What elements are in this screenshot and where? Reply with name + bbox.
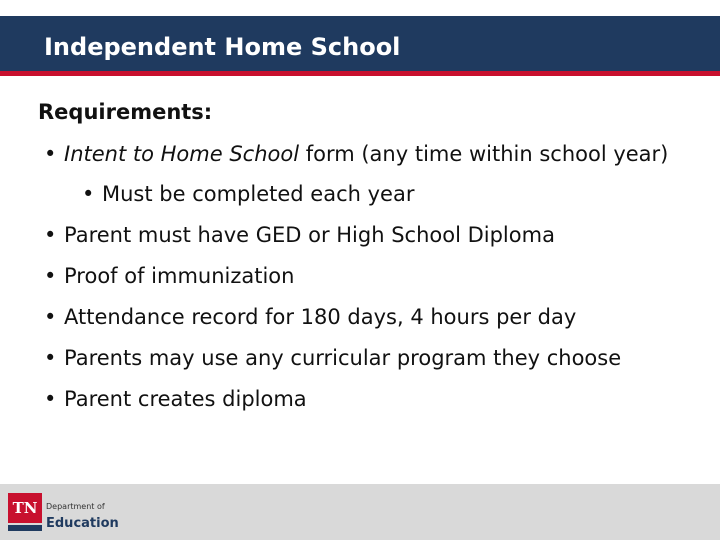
list-item-immunization <box>44 262 684 290</box>
bullet-icon: • <box>82 182 95 206</box>
logo-education-text: Education <box>46 516 119 531</box>
title-accent-line <box>0 71 720 76</box>
list-item-text: Attendance record for 180 days, 4 hours per day <box>64 305 577 329</box>
requirements-heading: Requirements: <box>38 100 213 124</box>
intent-form-name: Intent to Home School <box>64 142 300 166</box>
list-item-curricular-program <box>44 344 684 372</box>
bullet-icon: • <box>44 264 57 288</box>
list-item-text: Proof of immunization <box>64 264 295 288</box>
logo-department-text: Department of <box>46 502 105 511</box>
list-item-intent-form <box>44 140 684 168</box>
slide-title: Independent Home School <box>44 33 401 61</box>
tn-department-of-education-logo <box>8 493 119 533</box>
bullet-icon: • <box>44 387 57 411</box>
list-item-ged-diploma <box>44 221 684 249</box>
list-item-completed-yearly <box>44 180 684 208</box>
intent-form-text: form (any time within school year) <box>299 142 669 166</box>
list-item-attendance <box>44 303 684 331</box>
footer-bar <box>0 484 720 540</box>
bullet-icon: • <box>44 305 57 329</box>
bullet-icon: • <box>44 223 57 247</box>
title-bar <box>0 16 720 76</box>
list-item-text: Parent must have GED or High School Diploma <box>64 223 555 247</box>
list-item-text: Parents may use any curricular program they choose <box>64 346 622 370</box>
list-item-diploma <box>44 385 684 413</box>
bullet-icon: • <box>44 346 57 370</box>
logo-stripe <box>8 525 42 531</box>
tn-logo-mark: TN <box>8 493 42 523</box>
list-item-text: Parent creates diploma <box>64 387 307 411</box>
list-item-text: Must be completed each year <box>102 182 415 206</box>
bullet-icon: • <box>44 142 57 166</box>
requirements-list <box>44 140 684 413</box>
